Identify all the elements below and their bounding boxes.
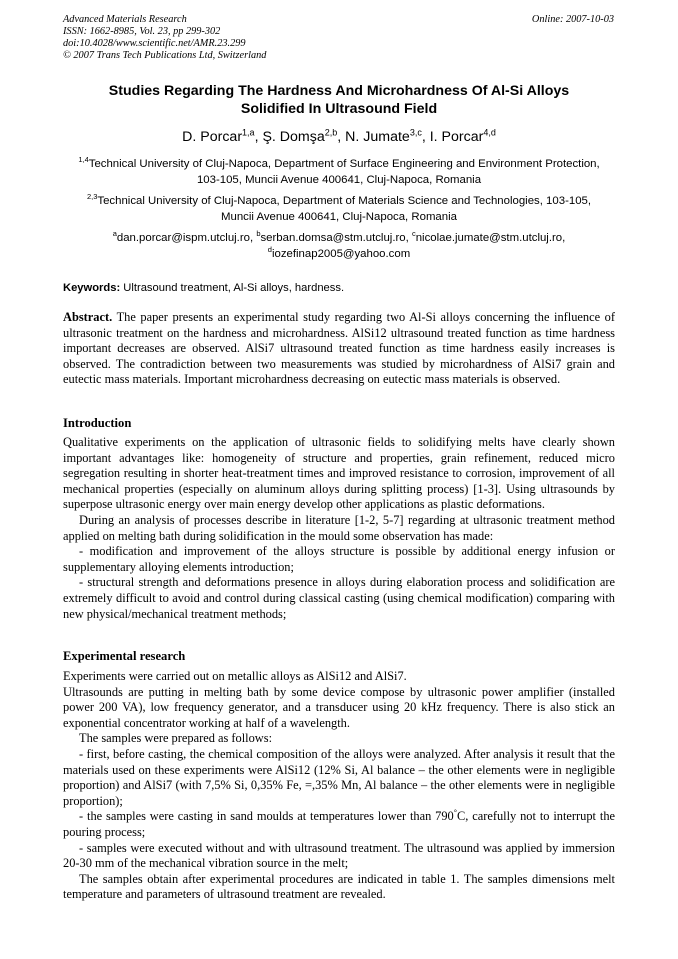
degree-mark: ° xyxy=(453,808,457,818)
email-mark: a xyxy=(112,229,117,239)
email-link[interactable]: serban.domsa@stm.utcluj.ro, xyxy=(260,232,412,244)
author-separator: , xyxy=(421,129,430,145)
affiliation-2 xyxy=(76,194,602,225)
abstract-text: The paper presents an experimental study regarding two Al-Si alloys concerning the influence of ultrasonic treatment on the hardness and microhardness. AlSi12 ultrasound treated function as time hardness important decreases are observed. AlSi7 ultrasound treated function as time hardness easily increases is observed. The contradiction between two measurements was studied by microhardness of AlSi7 grain and eutectic mass materials. Important microhardness decreasing on eutectic mass materials is observed. xyxy=(63,310,615,387)
paragraph xyxy=(63,809,615,840)
affiliation-text: Technical University of Cluj-Napoca, Department of Materials Science and Technologies, 103-105, Muncii Avenue 400641, Cluj-Napoca, Romania xyxy=(97,195,592,223)
affiliation-text: Technical University of Cluj-Napoca, Department of Surface Engineering and Environment Protection, 103-105, Muncii Avenue 400641, Cluj-Napoca, Romania xyxy=(88,158,600,186)
paragraph: Experiments were carried out on metallic alloys as AlSi12 and AlSi7. xyxy=(63,669,407,683)
abstract-label: Abstract. xyxy=(63,310,113,324)
author-list xyxy=(40,128,638,146)
author-affiliation-mark: 1,a xyxy=(242,127,255,138)
experimental-heading: Experimental research xyxy=(63,649,186,663)
journal-header xyxy=(63,14,266,62)
paragraph: - samples were executed without and with ultrasound treatment. The ultrasound was applied by immersion 20-30 mm of the mechanical vibration source in the melt; xyxy=(63,840,615,871)
introduction-body xyxy=(63,435,615,622)
affiliation-mark: 2,3 xyxy=(86,192,98,202)
journal-copyright: © 2007 Trans Tech Publications Ltd, Switzerland xyxy=(63,50,267,61)
keywords-label: Keywords: xyxy=(63,282,121,294)
author-affiliation-mark: 4,d xyxy=(483,127,496,138)
email-link[interactable]: dan.porcar@ispm.utcluj.ro, xyxy=(116,232,257,244)
paragraph: - first, before casting, the chemical composition of the alloys were analyzed. After analysis it result that the materials used on these experiments were AlSi12 (12% Si, Al balance – the other elements were in negligible proportion) and AlSi7 (with 7,5% Si, 0,35% Fe, =,35% Mn, Al balance – the other elements were in negligible proportion); xyxy=(63,746,615,808)
author-name: I. Porcar xyxy=(429,129,484,145)
paragraph: - modification and improvement of the alloys structure is possible by additional energy infusion or supplementary alloying elements introduction; xyxy=(63,544,615,574)
paragraph: - structural strength and deformations presence in alloys during elaboration process and solidification are extremely difficult to avoid and control during classical casting (using chemical modification) comparing with new physical/mechanical treatment methods; xyxy=(63,575,615,621)
paragraph-text: - the samples were casting in sand moulds at temperatures lower than 790 xyxy=(79,809,454,824)
journal-name: Advanced Materials Research xyxy=(63,14,187,25)
journal-doi: doi:10.4028/www.scientific.net/AMR.23.299 xyxy=(63,38,246,49)
author-separator: , xyxy=(254,129,263,145)
title-line-2: Solidified In Ultrasound Field xyxy=(240,101,438,117)
abstract xyxy=(63,310,615,388)
paragraph: Qualitative experiments on the application of ultrasonic fields to solidifying melts have clearly shown important advantages like: homogeneity of structure and properties, grain refinement, reduced micro segregation resulting in shorter heat-treatment times and improved resistance to corrosion, improvement of all mechanical properties (especially on aluminum alloys during splitting process) [1-3]. Using ultrasounds by superpose ultrasonic energy over main energy develop other applications as plastic deformations. xyxy=(63,435,615,512)
online-date: Online: 2007-10-03 xyxy=(531,14,614,25)
paragraph: During an analysis of processes describe in literature [1-2, 5-7] regarding at ultrasonic treatment method applied on melting bath during solidification in the mould some observation has made: xyxy=(63,512,615,543)
paper-title xyxy=(70,82,608,118)
introduction-heading: Introduction xyxy=(63,416,132,430)
author-name: N. Jumate xyxy=(345,129,410,145)
author-separator: , xyxy=(337,129,346,145)
email-mark: b xyxy=(256,229,261,239)
title-line-1: Studies Regarding The Hardness And Microhardness Of Al-Si Alloys xyxy=(108,83,570,99)
email-link[interactable]: iozefinap2005@yahoo.com xyxy=(271,247,411,260)
author-emails xyxy=(76,231,602,262)
author-affiliation-mark: 2,b xyxy=(324,127,338,138)
paragraph-text: C, carefully not to interrupt the pouring process; xyxy=(63,809,616,839)
paragraph: Ultrasounds are putting in melting bath by some device compose by ultrasonic power amplifier (installed power 200 VA), low frequency generator, and a transducer using 20 kHz frequency. There is also stick an exponential concentrator working at half of a wavelength. xyxy=(63,684,615,730)
author-name: Ş. Domşa xyxy=(262,129,325,145)
email-mark: c xyxy=(411,229,416,239)
journal-issn: ISSN: 1662-8985, Vol. 23, pp 299-302 xyxy=(63,26,221,37)
paragraph: The samples obtain after experimental procedures are indicated in table 1. The samples dimensions melt temperature and parameters of ultrasound treatment are revealed. xyxy=(63,871,615,902)
experimental-body xyxy=(63,669,615,903)
author-name: D. Porcar xyxy=(182,129,243,145)
affiliation-mark: 1,4 xyxy=(78,155,89,165)
email-link[interactable]: nicolae.jumate@stm.utcluj.ro, xyxy=(415,232,566,244)
keywords xyxy=(63,281,615,296)
paragraph: The samples were prepared as follows: xyxy=(79,731,273,746)
email-mark: d xyxy=(267,244,272,254)
affiliation-1 xyxy=(76,157,602,188)
keywords-text: Ultrasound treatment, Al-Si alloys, hardness. xyxy=(120,282,345,294)
author-affiliation-mark: 3,c xyxy=(409,127,422,138)
